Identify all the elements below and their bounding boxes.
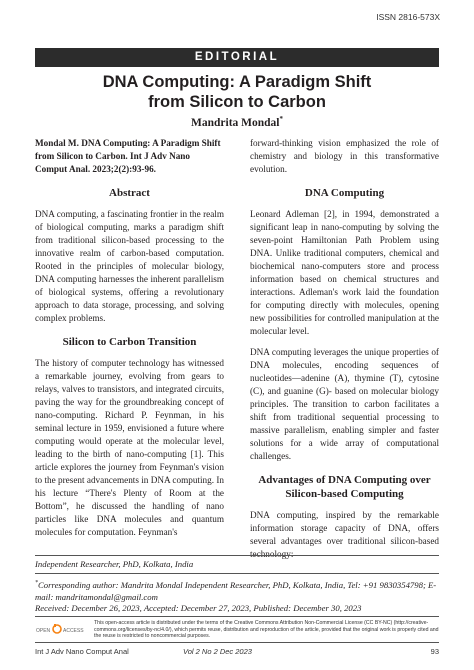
- page-number: 93: [430, 647, 439, 656]
- footnote-divider-2: [35, 573, 439, 574]
- citation: Mondal M. DNA Computing: A Paradigm Shift from Silicon to Carbon. Int J Adv Nano Comput Anal. 2023;2(2):93-96.: [35, 138, 221, 174]
- advantages-paragraph: DNA computing, inspired by the remarkable information storage capacity of DNA, offers several advantages over traditional silicon-based technology:: [250, 510, 439, 559]
- right-column: [250, 137, 439, 569]
- svg-text:ACCESS: ACCESS: [63, 628, 84, 634]
- footer-journal: Int J Adv Nano Comput Anal: [35, 647, 129, 656]
- corresponding-text: Corresponding author: Mandrita Mondal Independent Researcher, PhD, Kolkata, India, Tel: +91 9830354798; E-mail: mandritamondal@gmail.com: [35, 579, 437, 602]
- section-banner: EDITORIAL: [35, 48, 439, 67]
- corresponding-author-note: [35, 577, 439, 603]
- advantages-heading: Advantages of DNA Computing over Silicon-based Computing: [258, 474, 431, 500]
- license-text: This open-access article is distributed under the terms of the Creative Commons Attribution Non-Commercial License (CC BY-NC) (http://creative-commons.org/licenses/by-nc/4.0/), which permits reuse, distribution and reproduction of the article, provided that the original work is properly cited and the reuse is restricted to noncommercial purposes.: [94, 620, 439, 640]
- footer-divider: [35, 642, 439, 643]
- dna-paragraph-2: DNA computing leverages the unique properties of DNA molecules, encoding sequences of nucleotides—adenine (A), thymine (T), cytosine (C), and guanine (G)- based on molecular biology principles. The transition to carbon facilitates a shift from traditional sequential processing to massive parallelism, enabling simpler and faster solutions for a wide array of computational challenges.: [250, 347, 439, 461]
- author-name-text: Mandrita Mondal: [191, 116, 280, 129]
- open-access-icon: [36, 622, 88, 636]
- author-mark: *: [279, 115, 283, 123]
- issn-label: ISSN 2816-573X: [376, 12, 440, 22]
- transition-paragraph: The history of computer technology has witnessed a remarkable journey, evolving from gears to relays, valves to transistors, and integrated circuits, paving the way for the groundbreaking concept of nano-computing. Richard P. Feynman, in his seminal lecture in 1959, envisioned a future where computing would operate at the molecular level, leading to the birth of nano-computing [1]. This article explores the journey from Feynman's vision to the present advancements in DNA computing. In his lecture “There's Plenty of Room at the Bottom”, he discussed the handling of nano particles like DNA molecules and quantum molecules for computation. Feynman's: [35, 358, 224, 537]
- abstract-paragraph: DNA computing, a fascinating frontier in the realm of biological computing, marks a paradigm shift from traditional silicon-based processing to the innovative realm of carbon-based computation. Rooted in the principles of molecular biology, DNA computing harnesses the inherent parallelism of biological systems, offering a revolutionary approach to data storage, processing, and solving complex problems.: [35, 209, 224, 323]
- transition-continued-paragraph: forward-thinking vision emphasized the role of chemistry and biology in this transformative evolution.: [250, 138, 439, 174]
- license-divider: [35, 616, 439, 617]
- open-access-logo: [36, 622, 88, 636]
- title-line-2: from Silicon to Carbon: [148, 93, 326, 111]
- dates-note: Received: December 26, 2023, Accepted: December 27, 2023, Published: December 30, 2023: [35, 603, 362, 613]
- author-name: [35, 115, 439, 129]
- footer-issue: Vol 2 No 2 Dec 2023: [183, 647, 252, 656]
- transition-heading: Silicon to Carbon Transition: [62, 336, 197, 348]
- dna-paragraph-1: Leonard Adleman [2], in 1994, demonstrated a significant leap in nano-computing by solving the seven-point Hamiltonian Path Problem using DNA. Unlike traditional computers, chemical and biochemical nano-computers store and process information based on chemical structures and interactions. Adleman's work laid the foundation for computing directly with molecules, opening new possibilities for controlled manipulation at the molecular level.: [250, 209, 439, 336]
- corresponding-mark: *: [35, 580, 38, 586]
- abstract-heading: Abstract: [109, 187, 150, 199]
- article-title: [35, 72, 439, 112]
- svg-text:OPEN: OPEN: [36, 628, 51, 634]
- affiliation-note: Independent Researcher, PhD, Kolkata, India: [35, 559, 194, 569]
- footnote-divider: [35, 555, 439, 556]
- title-line-1: DNA Computing: A Paradigm Shift: [102, 73, 372, 91]
- left-column: [35, 137, 224, 547]
- dna-computing-heading: DNA Computing: [304, 187, 385, 199]
